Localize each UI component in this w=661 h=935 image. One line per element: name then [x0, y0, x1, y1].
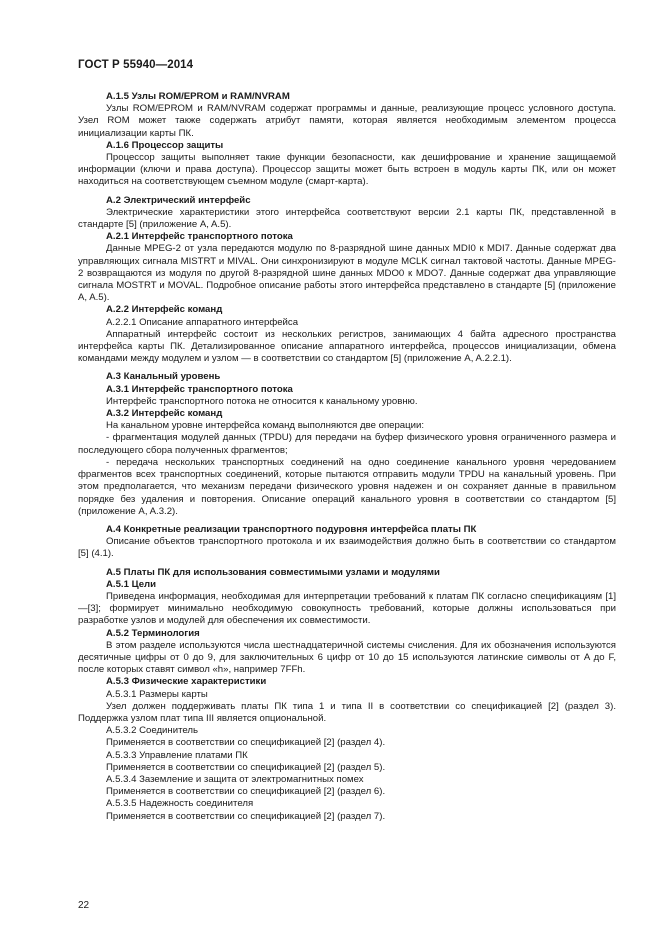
section-heading: A.5.2 Терминология [106, 627, 200, 639]
subsection-heading: A.5.3.5 Надежность соединителя [106, 798, 254, 810]
subsection-heading: A.5.3.4 Заземление и защита от электромагнитных помех [106, 773, 364, 785]
section-heading-major: A.5 Платы ПК для использования совместимыми узлами и модулями [106, 566, 440, 578]
paragraph: Описание объектов транспортного протокола и их взаимодействия должно быть в соответствии со стандартом [5] (4.1). [78, 536, 616, 560]
paragraph: Данные MPEG-2 от узла передаются модулю по 8-разрядной шине данных MDI0 к MDI7. Данные содержат два управляющих сигнала MISTRT и MIVAL. Они синхронизируют в модуле MCLK сигнал тактовой частоты. Данные MPEG-2 возвращаются из модуля по другой 8-разрядной шине данных MDO0 к MDO7. Данные содержат два управляющие сигнала MOSTRT и MOVAL. Подробное описание работы этого интерфейса представлено в стандарте [5] (приложение A, A.5). [78, 243, 616, 304]
section-heading: A.3.2 Интерфейс команд [106, 408, 223, 420]
paragraph: Узел должен поддерживать платы ПК типа 1 и типа II в соответствии со спецификацией [2] (раздел 3). Поддержка узлом плат типа III является опциональной. [78, 700, 616, 724]
paragraph: Интерфейс транспортного потока не относится к канальному уровню. [106, 395, 418, 407]
section-heading: A.1.6 Процессор защиты [106, 139, 224, 151]
subsection-heading: A.2.2.1 Описание аппаратного интерфейса [106, 316, 299, 328]
paragraph: Электрические характеристики этого интерфейса соответствуют версии 2.1 карты ПК, представленной в стандарте [5] (приложение A, A.5). [78, 206, 616, 231]
paragraph: Процессор защиты выполняет такие функции безопасности, как дешифрование и хранение защищаемой информации (ключи и права доступа). Процессор защиты может быть встроен в модуль карты ПК, или он может находиться на соответствующем съемном модуле (смарт-карта). [78, 152, 616, 188]
page-number: 22 [78, 900, 90, 911]
subsection-heading: A.5.3.1 Размеры карты [106, 688, 208, 700]
section-heading: A.5.1 Цели [106, 578, 157, 590]
section-heading: A.5.3 Физические характеристики [106, 676, 267, 688]
page-content [78, 91, 616, 823]
paragraph: - передача нескольких транспортных соединений на одно соединение канального уровня чередованием фрагментов всех транспортных соединений, которые пытаются отправить модули TPDU на канальный уровень. При этом предполагается, что механизм передачи физического уровня надежен и он сохраняет данные в правильном порядке без удаления и повторения. Описание операций канального уровня в соответствии со стандартом [5] (приложение A, A.3.2). [78, 456, 616, 517]
paragraph: Применяется в соответствии со спецификацией [2] (раздел 5). [106, 761, 386, 773]
section-heading: A.2.2 Интерфейс команд [106, 304, 223, 316]
section-heading-major: A.2 Электрический интерфейс [106, 194, 251, 206]
paragraph: Применяется в соответствии со спецификацией [2] (раздел 6). [106, 786, 386, 798]
section-heading-major: A.3 Канальный уровень [106, 371, 221, 383]
paragraph: Применяется в соответствии со спецификацией [2] (раздел 7). [106, 810, 386, 822]
paragraph: Применяется в соответствии со спецификацией [2] (раздел 4). [106, 737, 386, 749]
section-heading-major: A.4 Конкретные реализации транспортного подуровня интерфейса платы ПК [106, 523, 477, 535]
section-heading: A.1.5 Узлы ROM/EPROM и RAM/NVRAM [106, 91, 290, 102]
section-heading: A.2.1 Интерфейс транспортного потока [106, 231, 293, 243]
paragraph: В этом разделе используются числа шестнадцатеричной системы счисления. Для их обозначения используются десятичные цифры от 0 до 9, для заключительных 6 цифр от 10 до 15 используются латинские символы от A до F, после которых ставят символ «h», например 7FFh. [78, 639, 616, 676]
paragraph: Приведена информация, необходимая для интерпретации требований к платам ПК согласно спецификациям [1]—[3]; формирует минимально необходимую совокупность требований, которые должны использоваться при разработке узлов и модулей для обеспечения их совместимости. [78, 590, 616, 627]
paragraph: Аппаратный интерфейс состоит из нескольких регистров, занимающих 4 байта адресного пространства интерфейса карты ПК. Детализированное описание аппаратного интерфейса, процессов инициализации, обмена командами между модулем и узлом — в соответствии со стандартом [5] (приложение A, A.2.2.1). [78, 328, 616, 365]
paragraph: На канальном уровне интерфейса команд выполняются две операции: [106, 420, 425, 432]
section-heading: A.3.1 Интерфейс транспортного потока [106, 383, 293, 395]
paragraph: Узлы ROM/EPROM и RAM/NVRAM содержат программы и данные, реализующие процесс условного доступа. Узел ROM может также содержать атрибут памяти, которая является необходимым элементом процесса инициализации карты ПК. [78, 103, 616, 139]
paragraph: - фрагментация модулей данных (TPDU) для передачи на буфер физического уровня ограниченного размера и последующего сбора полученных фрагментов; [78, 432, 616, 456]
page-header: ГОСТ Р 55940—2014 [78, 59, 194, 71]
subsection-heading: A.5.3.2 Соединитель [106, 725, 198, 737]
subsection-heading: A.5.3.3 Управление платами ПК [106, 749, 248, 761]
